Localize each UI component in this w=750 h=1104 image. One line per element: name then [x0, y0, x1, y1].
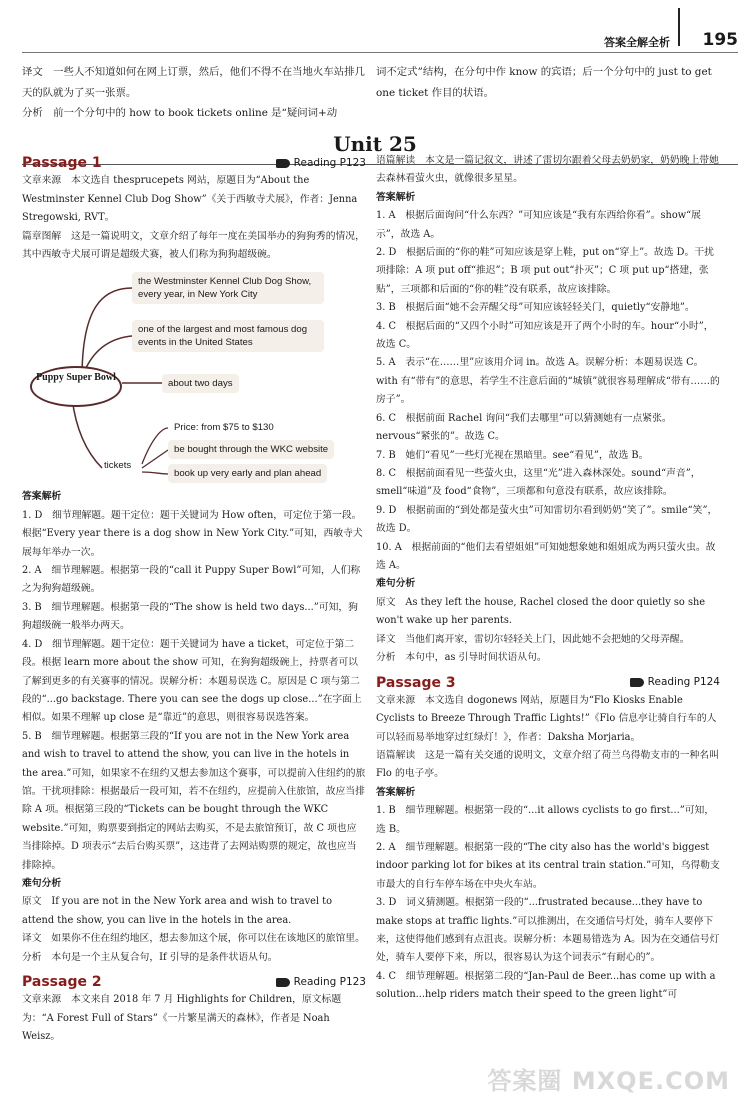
- passage1-answer: 5. B 细节理解题。根据第三段的“If you are not in the New York area and wish to travel to attend the show, you can live in the hotels in the area.”可知，如果家不在纽约又想去参加这个赛事，可以提前入住纽约的旅馆。干扰项排除：根据最后一段可知，若不在纽约，应提前入住旅馆，故应当排除 A 项。根据第三段的“Tickets can be bought through the WKC website.”可知，购票要到指定的网站去购买，不是去旅馆预订，故 C 项也应当排除掉。D 项表示“去后台购买票”，这违背了去网站购票的规定，故也应当排除掉。: [22, 730, 366, 871]
- passage3-answer: 4. C 细节理解题。根据第二段的“Jan-Paul de Beer...has come up with a solution...help riders match their speed to the green light”可: [376, 970, 716, 1001]
- passage1-summary: 篇章图解 这是一篇说明文，文章介绍了每年一度在美国举办的狗狗秀的情况，其中西敏寺犬展可谓是超级犬赛，被人们称为狗狗超级碗。: [22, 230, 365, 261]
- top-right-text: [376, 62, 720, 103]
- top-right-line: 词不定式”结构，在分句中作 know 的宾语；后一个分句中的 just to get one ticket 作目的状语。: [376, 66, 712, 99]
- passage1-title: Passage 1: [22, 155, 102, 172]
- pointing-hand-icon: [630, 678, 644, 687]
- passage3-answers-heading: 答案解析: [376, 786, 416, 798]
- diagram-box-price: Price: from $75 to $130: [174, 422, 274, 434]
- top-left-line: 分析 前一个分句中的 how to book tickets online 是“疑问词+动: [22, 107, 338, 119]
- passage2-difficult-line: 原文 As they left the house, Rachel closed the door quietly so she won't wake up her parents.: [376, 596, 706, 627]
- unit-title: Unit 25: [333, 132, 417, 156]
- passage2-source: 文章来源 本文来自 2018 年 7 月 Highlights for Children，原文标题为：“A Forest Full of Stars”《一片繁星满天的森林》，作者是 Noah Weisz。: [22, 994, 342, 1043]
- passage1-difficult-heading: 难句分析: [22, 877, 62, 889]
- diagram-box-westminster: the Westminster Kennel Club Dog Show, every year, in New York City: [132, 272, 324, 304]
- passage1-answers-heading: 答案解析: [22, 491, 62, 503]
- top-left-line: 译文 一些人不知道如何在网上订票，然后，他们不得不在当地火车站排几天的队就为了买一张票。: [22, 66, 365, 99]
- passage2-answer: 8. C 根据前面看见一些萤火虫，这里“光”进入森林深处。sound“声音”，smell“味道”及 food“食物”，三项都和句意没有联系，故应该排除。: [376, 467, 701, 498]
- page-header: [0, 0, 750, 50]
- header-rule: [22, 52, 738, 53]
- passage2-summary: 语篇解读 本文是一篇记叙文，讲述了雷切尔跟着父母去奶奶家，奶奶晚上带她去森林看萤火虫，就像很多星星。: [376, 155, 719, 185]
- passage2-answer: 3. B 根据后面“她不会弄醒父母”可知应该轻轻关门，quietly“安静地”。: [376, 302, 695, 314]
- diagram-box-website: be bought through the WKC website: [168, 440, 334, 459]
- passage1-difficult-line: 分析 本句是一个主从复合句，If 引导的是条件状语从句。: [22, 951, 278, 963]
- passage2-header: [22, 973, 366, 991]
- header-divider: [678, 8, 680, 46]
- diagram-tickets-label: tickets: [104, 460, 132, 472]
- passage2-answer: 2. D 根据后面的“你的鞋”可知应该是穿上鞋，put on“穿上”。故选 D。干扰项排除：A 项 put off“推迟”；B 项 put out“扑灭”；C 项 put up“搭建，张贴”，三项都和后面的“你的鞋”没有联系，故应该排除。: [376, 247, 714, 295]
- diagram-hub: Puppy Super Bowl: [30, 366, 122, 407]
- passage3-answer: 2. A 细节理解题。根据第一段的“The city also has the world's biggest indoor parking lot for bikes at its central train station.”可知，乌得勒支市最大的自行车停车场在中央火车站。: [376, 842, 720, 890]
- passage2-title: Passage 2: [22, 974, 102, 991]
- passage3-answer: 1. B 细节理解题。根据第一段的“...it allows cyclists to go first...”可知，选 B。: [376, 805, 715, 835]
- passage1-answer: 1. D 细节理解题。题干定位：题干关键词为 How often，可定位于第一段。根据“Every year there is a dog show in New York City.”可知，西敏寺犬展每年举办一次。: [22, 509, 363, 558]
- diagram-box-duration: about two days: [162, 374, 239, 393]
- passage2-difficult-line: 译文 当他们离开家，雷切尔轻轻关上门，因此她不会把她的父母弄醒。: [376, 633, 690, 645]
- diagram-box-plan: book up very early and plan ahead: [168, 464, 327, 483]
- passage3-summary: 语篇解读 这是一篇有关交通的说明文，文章介绍了荷兰乌得勒支市的一种名叫 Flo 的电子亭。: [376, 750, 719, 780]
- passage2-answer: 1. A 根据后面询问“什么东西？”可知应该是“我有东西给你看”。show“展示”，故选 A。: [376, 210, 701, 240]
- section-label: 答案全解全析: [604, 36, 670, 49]
- page-number: 195: [702, 30, 738, 50]
- watermark-logo: 答案圈 MXQE.COM: [487, 1067, 730, 1095]
- passage2-reading: Reading P123: [276, 973, 366, 991]
- passage3-title: Passage 3: [376, 674, 456, 691]
- passage3-source: 文章来源 本文选自 dogonews 网站，原题目为“Flo Kiosks Enable Cyclists to Breeze Through Traffic Lights!”《Flo 信息亭让骑自行车的人可以轻而易举地穿过红绿灯！》，作者：Daksha Morjaria。: [376, 694, 717, 743]
- passage2-answer: 10. A 根据前面的“他们去看望姐姐”可知她想象她和姐姐成为两只萤火虫。故选 A。: [376, 541, 716, 571]
- passage3-header: [376, 673, 720, 691]
- passage1-answer: 3. B 细节理解题。根据第一段的“The show is held two days...”可知，狗狗超级碗一般举办两天。: [22, 601, 358, 632]
- pointing-hand-icon: [276, 978, 290, 987]
- left-column: [22, 152, 366, 1047]
- passage2-answer: 4. C 根据后面的“又四个小时”可知应该是开了两个小时的车。hour“小时”，故选 C。: [376, 320, 714, 351]
- passage1-difficult-line: 译文 如果你不住在纽约地区，想去参加这个展，你可以住在该地区的旅馆里。: [22, 933, 365, 945]
- passage1-difficult-line: 原文 If you are not in the New York area and wish to travel to attend the show, you can live in the hotels in the area.: [22, 896, 332, 926]
- passage1-source: 文章来源 本文选自 thesprucepets 网站，原题目为“About the Westminster Kennel Club Dog Show”《关于西敏寺犬展》，作者：Jenna Stregowski, RVT。: [22, 175, 358, 224]
- passage2-answer: 9. D 根据前面的“到处都是萤火虫”可知雷切尔看到奶奶“笑了”。smile“笑”，故选 D。: [376, 504, 718, 535]
- passage1-answer: 2. A 细节理解题。根据第一段的“call it Puppy Super Bowl”可知，人们称之为狗狗超级碗。: [22, 565, 361, 595]
- mind-map-diagram: [22, 268, 366, 484]
- top-left-text: [22, 62, 366, 124]
- pointing-hand-icon: [276, 159, 290, 168]
- passage2-answer: 5. A 表示“在……里”应该用介词 in。故选 A。误解分析：本题易误选 C。with 有“带有”的意思，若学生不注意后面的“城镇”就很容易理解成“带有……的房子”。: [376, 357, 720, 406]
- passage1-reading: Reading P123: [276, 154, 366, 172]
- diagram-box-largest: one of the largest and most famous dog events in the United States: [132, 320, 324, 352]
- passage2-difficult-line: 分析 本句中，as 引导时间状语从句。: [376, 651, 547, 663]
- passage2-answers-heading: 答案解析: [376, 191, 416, 203]
- passage3-answer: 3. D 词义猜测题。根据第一段的“...frustrated because...they have to make stops at traffic lights.”可以推测出，在交通信号灯处，骑车人要停下来，这使得他们感到有点沮丧。误解分析：本题易错选为 A。因为在交通信号灯处，骑车人要停下来，所以，很容易认为这个词表示“有耐心的”。: [376, 897, 720, 964]
- passage3-reading: Reading P124: [630, 673, 720, 691]
- passage2-difficult-heading: 难句分析: [376, 578, 416, 590]
- passage1-answer: 4. D 细节理解题。题干定位：题干关键词为 have a ticket，可定位于第二段。根据 learn more about the show 可知，在狗狗超级碗上，持票者可以了解到更多的有关赛事的情况。误解分析：本题易误选 C。原因是 C 项与第二段的“...go backstage. There you can see the dogs up close...”在字面上相似。如果不理解 up close 是“靠近”的意思，则很容易误选答案。: [22, 638, 362, 724]
- passage1-header: [22, 154, 366, 172]
- passage2-answer: 7. B 她们“看见”一些灯光视在黑暗里。see“看见”，故选 B。: [376, 449, 649, 461]
- right-column: [376, 152, 720, 1005]
- passage2-answer: 6. C 根据前面 Rachel 询问“我们去哪里”可以猜测她有一点紧张。nervous“紧张的”。故选 C。: [376, 412, 672, 443]
